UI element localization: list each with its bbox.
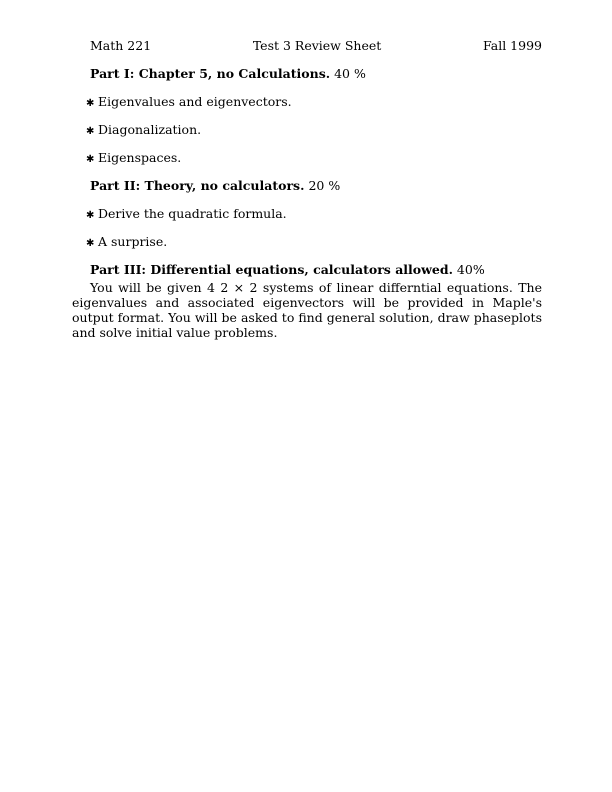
list-item-text: A surprise. (98, 234, 168, 249)
term-label: Fall 1999 (482, 38, 542, 53)
list-item-text: Eigenvalues and eigenvectors. (98, 94, 292, 109)
sheet-title: Test 3 Review Sheet (252, 38, 382, 53)
list-item (86, 120, 542, 148)
part-1-list (72, 92, 542, 176)
part-2-weight: 20 % (308, 178, 341, 193)
course-name: Math 221 (90, 38, 152, 53)
list-item (86, 92, 542, 120)
part-3-heading (72, 260, 542, 280)
part-1-section (72, 64, 542, 176)
list-item (86, 204, 542, 232)
list-item-text: Derive the quadratic formula. (98, 206, 287, 221)
part-2-heading (72, 176, 542, 196)
asterisk-bullet-icon: ✱ (86, 154, 95, 165)
part-1-title: Part I: Chapter 5, no Calculations. (90, 66, 331, 81)
part-3-weight: 40% (456, 262, 485, 277)
list-item (86, 232, 542, 260)
asterisk-bullet-icon: ✱ (86, 98, 95, 109)
page-header (72, 36, 542, 56)
part-2-section (72, 176, 542, 260)
part-1-heading (72, 64, 542, 84)
part-3-section (72, 260, 542, 340)
review-sheet-page (72, 36, 542, 340)
part-3-title: Part III: Differential equations, calculators allowed. (90, 262, 453, 277)
part-3-paragraph: You will be given 4 2 × 2 systems of linear differntial equations. The eigenvalues and associated eigenvectors will be provided in Maple's output format. You will be asked to find general solution, draw phaseplots and solve initial value problems. (72, 280, 542, 340)
list-item (86, 148, 542, 176)
asterisk-bullet-icon: ✱ (86, 126, 95, 137)
list-item-text: Eigenspaces. (98, 150, 182, 165)
part-2-title: Part II: Theory, no calculators. (90, 178, 305, 193)
asterisk-bullet-icon: ✱ (86, 210, 95, 221)
asterisk-bullet-icon: ✱ (86, 238, 95, 249)
list-item-text: Diagonalization. (98, 122, 202, 137)
part-2-list (72, 204, 542, 260)
part-1-weight: 40 % (334, 66, 366, 81)
